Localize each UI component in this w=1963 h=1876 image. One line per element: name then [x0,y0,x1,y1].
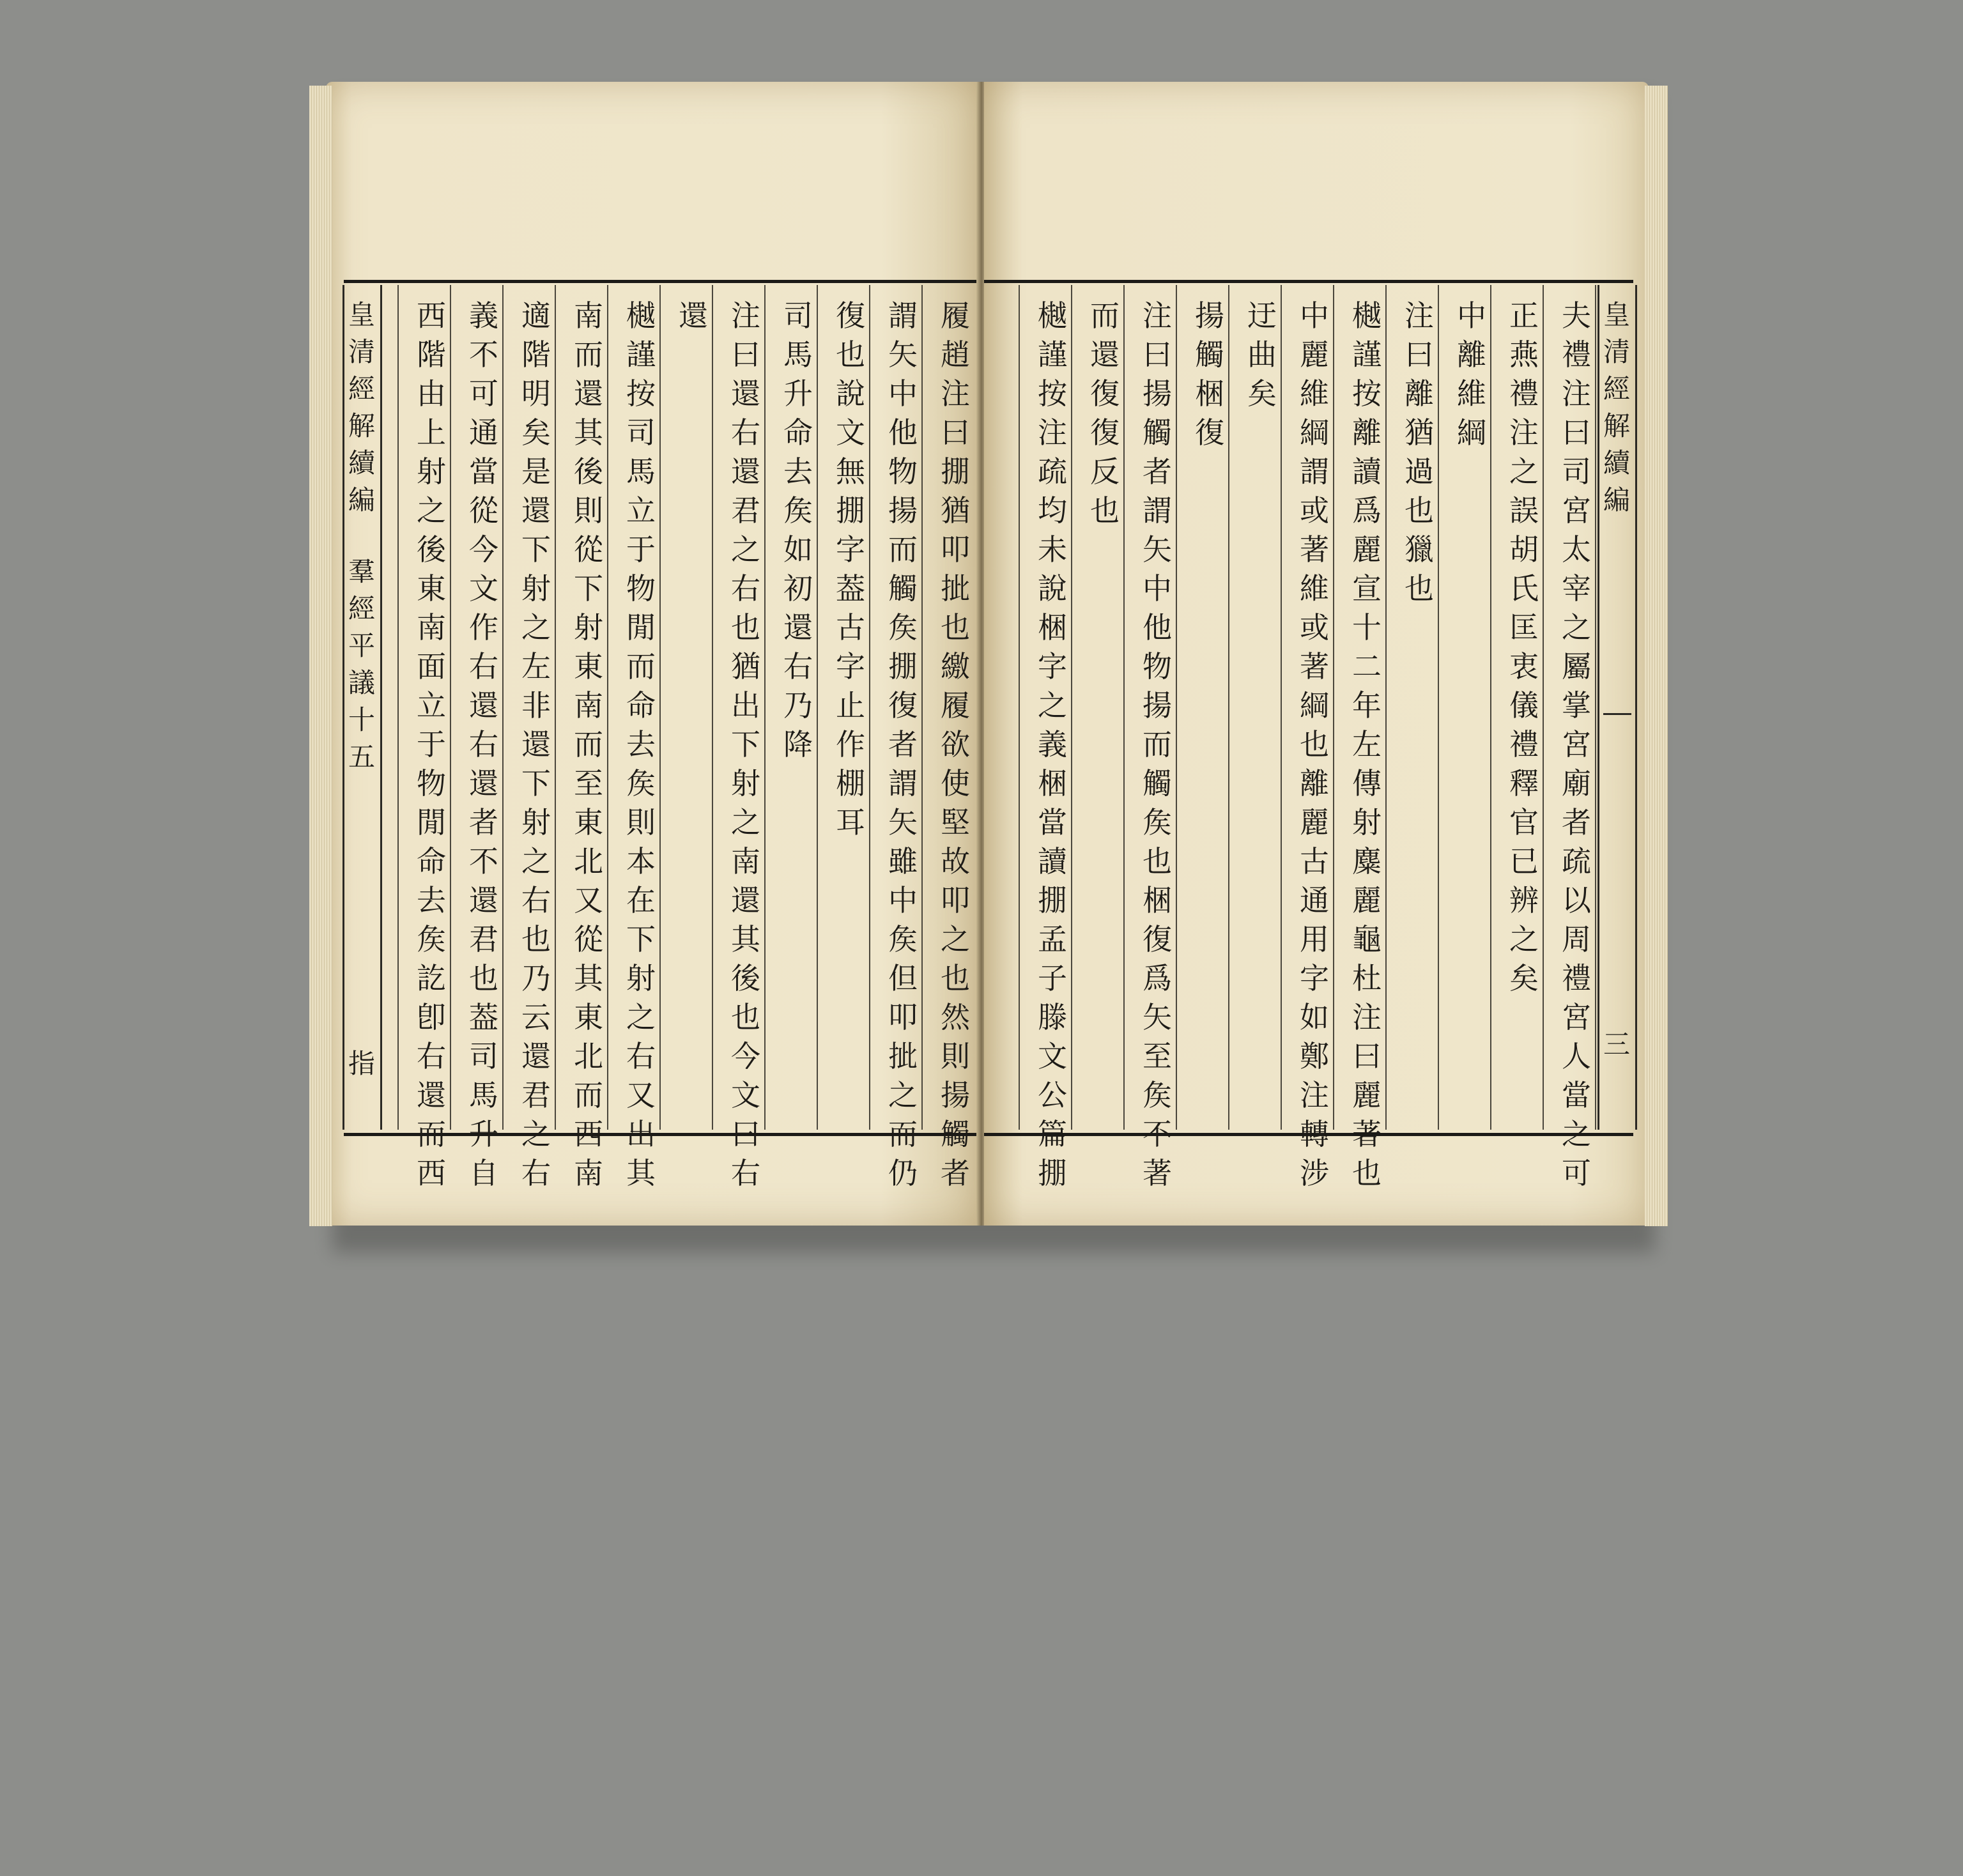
column-rule [817,285,818,1130]
text-column: 正 燕 禮 注 之 誤 胡 氏 匡 衷 儀 禮 釋 官 已 辨 之 矣 [1509,298,1539,996]
column-rule [1333,285,1334,1130]
left-page [326,82,979,1226]
column-rule [450,285,451,1130]
text-column: 樾 謹 按 離 讀 爲 麗 宣 十 二 年 左 傳 射 麋 麗 龜 杜 注 曰 麗 著 也 [1352,298,1382,1190]
text-column: 中 麗 維 綱 謂 或 著 維 或 著 綱 也 離 麗 古 通 用 字 如 鄭 注 轉 涉 [1300,298,1329,1190]
text-column: 迂 曲 矣 [1247,298,1277,411]
column-rule [764,285,766,1130]
column-rule [502,285,504,1130]
left-print-frame [344,280,979,1226]
top-border-rule [984,280,1633,283]
banner-title: 皇 清 經 解 續 編 [1603,299,1630,516]
text-column: 還 [679,298,708,333]
left-page-banner [343,285,382,1130]
text-column: 而 還 復 復 反 也 [1090,298,1120,528]
column-rule [1490,285,1491,1130]
column-rule [1281,285,1282,1130]
fishtail-mark [1603,700,1631,715]
column-rule [555,285,556,1130]
top-border-rule [344,280,979,283]
banner-section: 羣 經 平 議 十 五 [348,556,375,773]
text-column: 復 也 說 文 無 掤 字 葢 古 字 止 作 棚 耳 [836,298,865,840]
column-rule [1176,285,1177,1130]
column-rule [921,285,923,1130]
text-column: 樾 謹 按 司 馬 立 于 物 閒 而 命 去 矦 則 本 在 下 射 之 右 又 出 其 [626,298,656,1190]
column-rule [1228,285,1229,1130]
text-column: 司 馬 升 命 去 矦 如 初 還 右 乃 降 [783,298,813,762]
column-rule [1123,285,1125,1130]
column-rule [1543,285,1544,1130]
text-column: 注 曰 揚 觸 者 謂 矢 中 他 物 揚 而 觸 矦 也 梱 復 爲 矢 至 矦 不 著 [1143,298,1172,1190]
right-print-frame [984,280,1633,1226]
text-column: 中 離 維 綱 [1457,298,1486,450]
text-column: 注 曰 還 右 還 君 之 右 也 猶 出 下 射 之 南 還 其 後 也 今 文 曰 右 [731,298,760,1190]
banner-footer: 指 [348,1048,375,1079]
text-column: 適 階 明 矣 是 還 下 射 之 左 非 還 下 射 之 右 也 乃 云 還 君 之 右 [521,298,551,1190]
column-rule [659,285,661,1130]
text-column: 注 曰 離 猶 過 也 獵 也 [1405,298,1434,606]
column-rule [712,285,713,1130]
banner-footer: 三 [1603,1029,1630,1060]
column-rule [1438,285,1439,1130]
column-rule [1019,285,1020,1130]
column-rule [1385,285,1387,1130]
column-rule [397,285,399,1130]
column-rule [607,285,608,1130]
column-rule [1595,285,1596,1130]
right-page-banner [1597,285,1637,1130]
text-column: 樾 謹 按 注 疏 均 未 說 梱 字 之 義 梱 當 讀 掤 孟 子 滕 文 公 篇 掤 [1038,298,1067,1190]
text-column: 西 階 由 上 射 之 後 東 南 面 立 于 物 閒 命 去 矦 訖 卽 右 還 而 西 [417,298,446,1190]
banner-title: 皇 清 經 解 續 編 [348,299,375,516]
right-page [984,82,1649,1226]
right-page-edges [1645,86,1668,1226]
column-rule [869,285,870,1130]
text-column: 謂 矢 中 他 物 揚 而 觸 矦 掤 復 者 謂 矢 雖 中 矦 但 叩 㧗 之 而 仍 [888,298,918,1190]
open-book [326,82,1652,1238]
text-column: 夫 禮 注 曰 司 宮 太 宰 之 屬 掌 宮 廟 者 疏 以 周 禮 宮 人 當 之 可 [1562,298,1591,1190]
text-column: 南 而 還 其 後 則 從 下 射 東 南 而 至 東 北 又 從 其 東 北 而 西 南 [574,298,603,1190]
text-column: 履 趙 注 曰 掤 猶 叩 㧗 也 繳 履 欲 使 堅 故 叩 之 也 然 則 揚 觸 者 [941,298,970,1190]
column-rule [1071,285,1072,1130]
text-column: 揚 觸 梱 復 [1195,298,1224,450]
left-page-edges [309,86,332,1226]
text-column: 義 不 可 通 當 從 今 文 作 右 還 右 還 者 不 還 君 也 葢 司 馬 升 自 [469,298,498,1190]
